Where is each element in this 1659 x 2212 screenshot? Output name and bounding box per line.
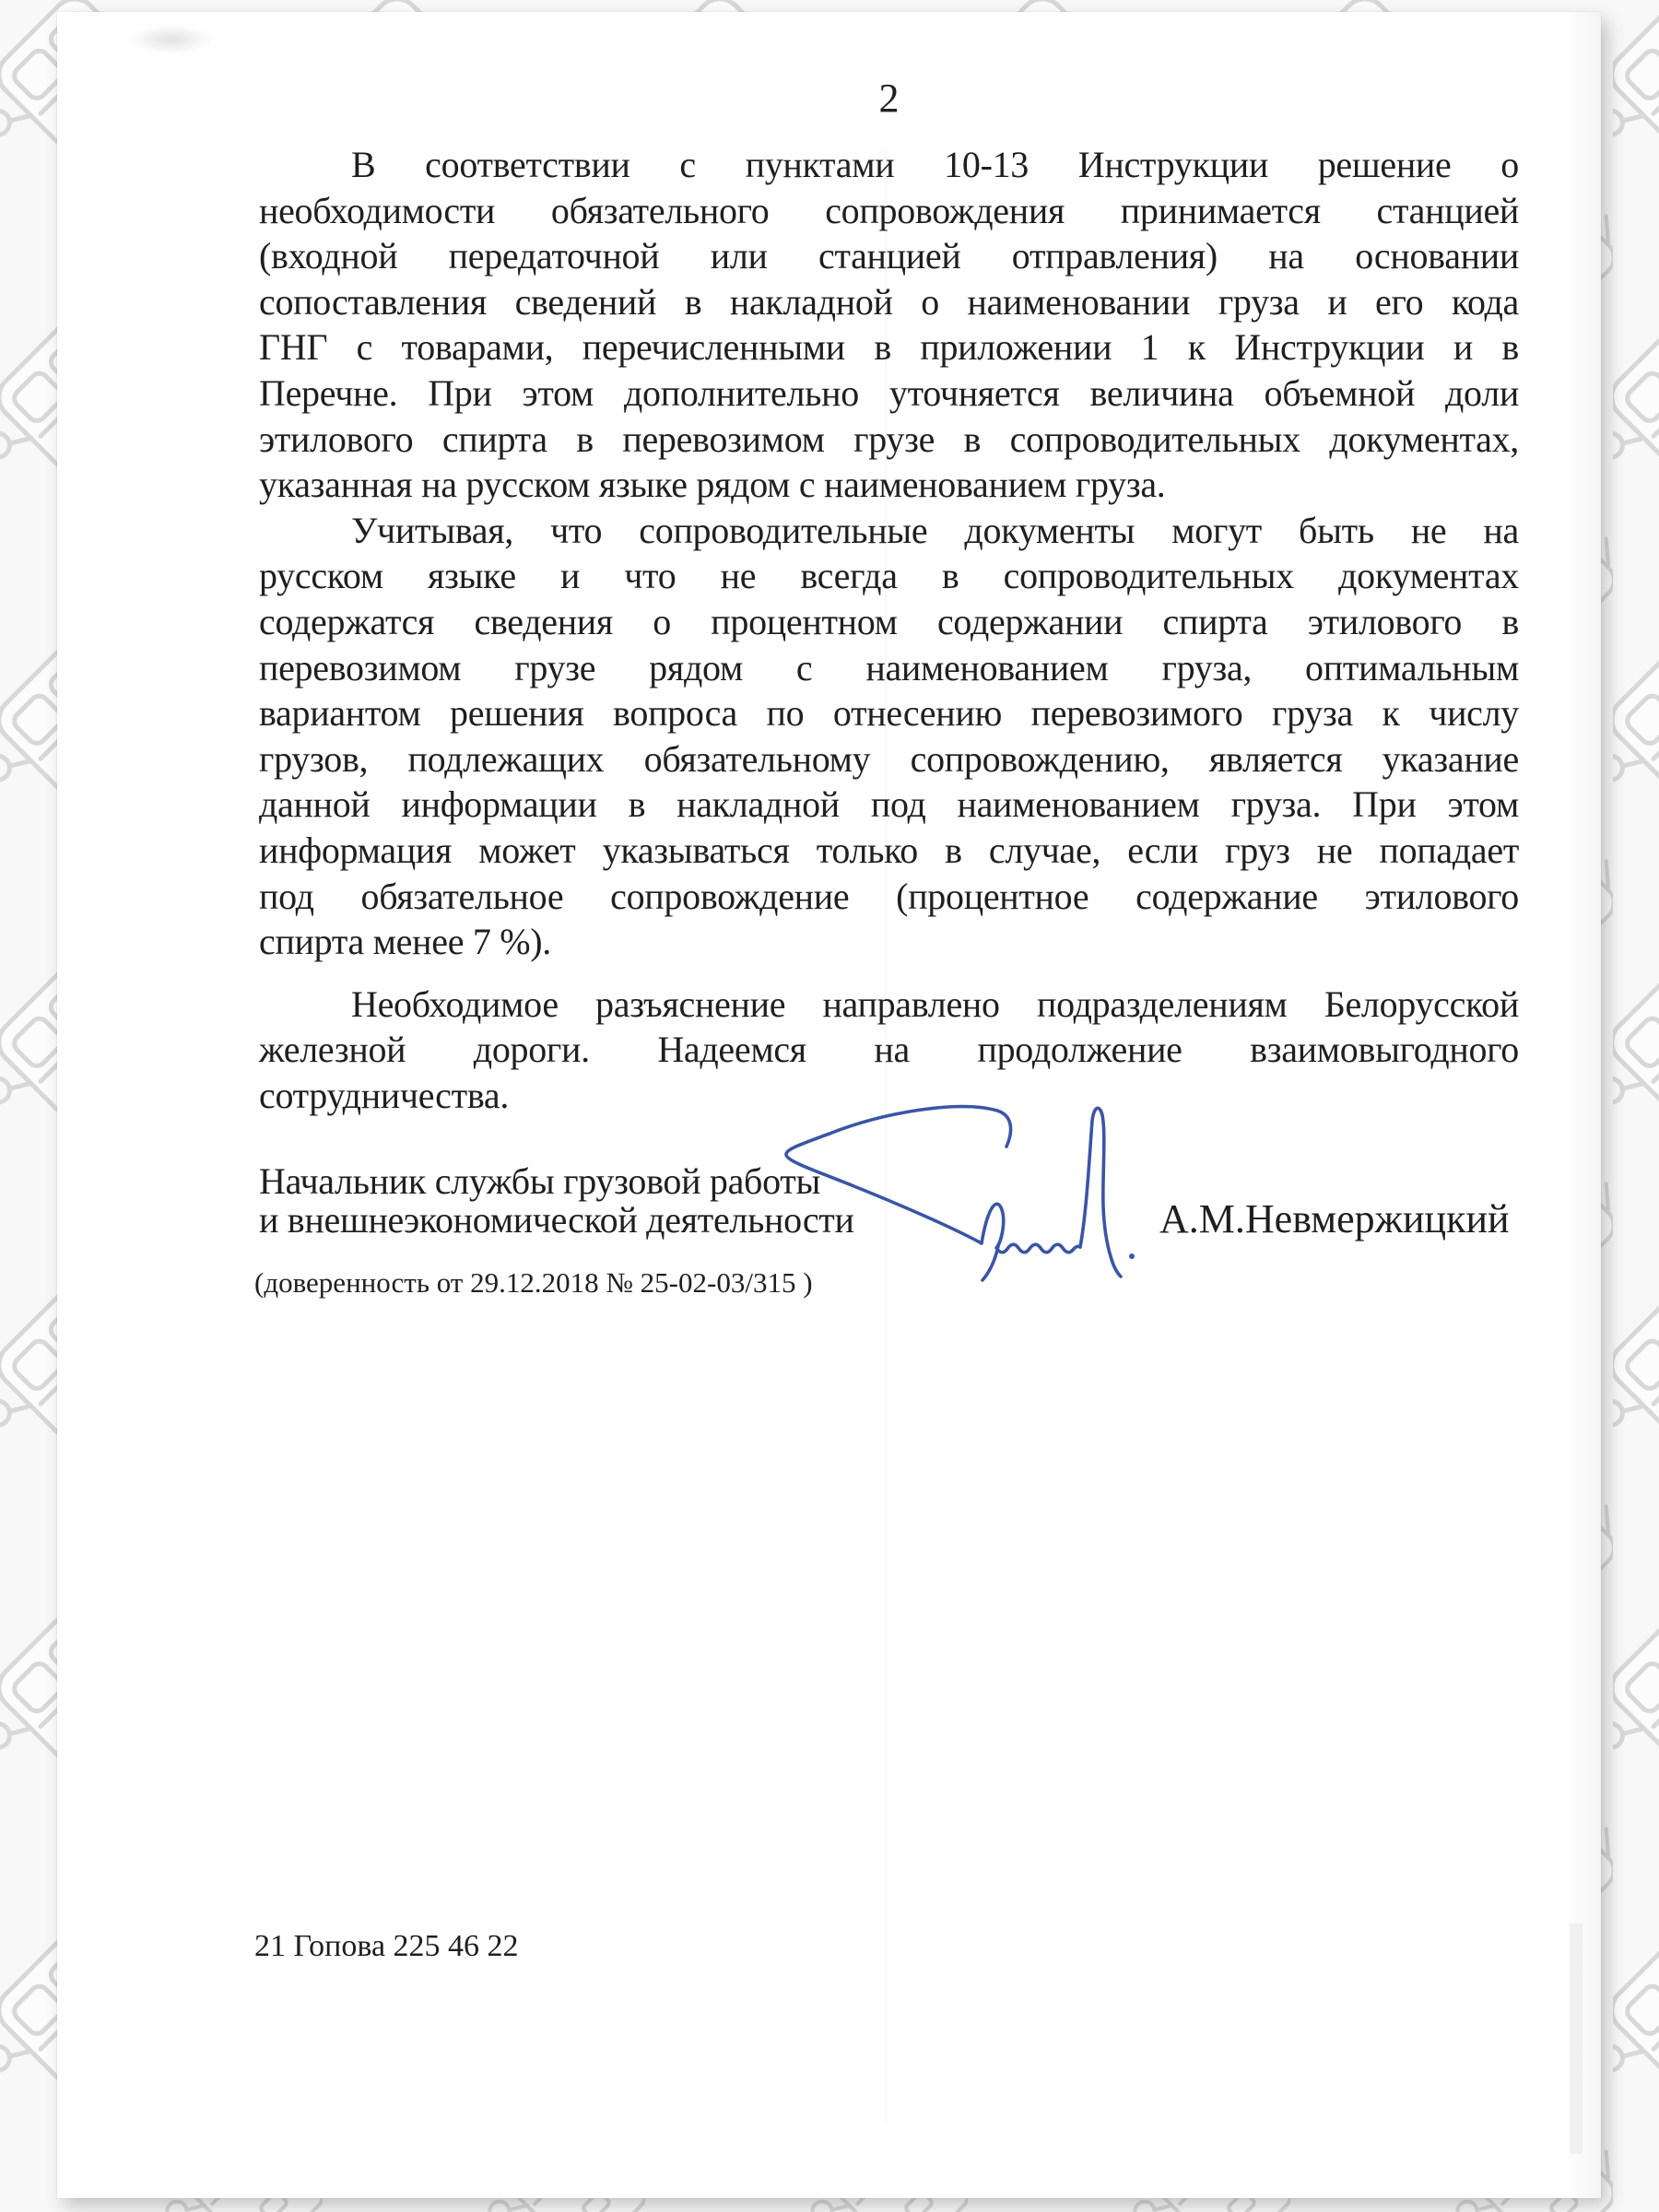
text-line: вариантом решения вопроса по отнесению перевозимого груза к числу: [259, 692, 1519, 735]
paragraph-2: [259, 508, 1519, 965]
executor-note: 21 Гопова 225 46 22: [254, 1929, 519, 1963]
signer-title-line2: и внешнеэкономической деятельности: [259, 1199, 854, 1241]
text-line: данной информации в накладной под наименованием груза. При этом: [259, 783, 1519, 826]
text-line: перевозимом грузе рядом с наименованием груза, оптимальным: [259, 646, 1519, 688]
handwritten-signature: [774, 1088, 1198, 1309]
text-line: Перечне. При этом дополнительно уточняется величина объемной доли: [259, 371, 1519, 414]
text-line: сопоставления сведений в накладной о наименовании груза и его кода: [259, 280, 1519, 323]
text-line: Необходимое разъяснение направлено подразделениям Белорусской: [351, 982, 1519, 1025]
letter-body: [259, 142, 1519, 1118]
page-number: 2: [878, 76, 900, 121]
text-line: железной дороги. Надеемся на продолжение взаимовыгодного: [259, 1029, 1519, 1071]
text-line: В соответствии с пунктами 10-13 Инструкции решение о: [351, 144, 1519, 185]
text-line: (входной передаточной или станцией отправления) на основании: [259, 235, 1519, 277]
text-line: грузов, подлежащих обязательному сопровождению, является указание: [259, 737, 1519, 780]
text-line: этилового спирта в перевозимом грузе в сопроводительных документах,: [259, 418, 1519, 460]
signer-title: [259, 1162, 854, 1240]
text-line: указанная на русском языке рядом с наименованием груза.: [259, 464, 1166, 506]
proxy-note: (доверенность от 29.12.2018 № 25-02-03/315 ): [254, 1266, 813, 1299]
text-line: спирта менее 7 %).: [259, 921, 551, 963]
document-page: [57, 12, 1601, 2198]
text-line: под обязательное сопровождение (процентное содержание этилового: [259, 875, 1519, 917]
scan-smudge: [129, 26, 214, 53]
text-line: информация может указываться только в случае, если груз не попадает: [259, 829, 1519, 871]
paragraph-1: [259, 142, 1519, 508]
scan-artifact: [1570, 1924, 1583, 2154]
text-line: русском языке и что не всегда в сопроводительных документах: [259, 555, 1519, 597]
text-line: Учитывая, что сопроводительные документы могут быть не на: [351, 509, 1519, 551]
text-line: ГНГ с товарами, перечисленными в приложении 1 к Инструкции и в: [259, 326, 1519, 369]
signer-title-line1: Начальник службы грузовой работы: [259, 1160, 821, 1202]
text-line: сотрудничества.: [259, 1074, 510, 1116]
signer-name: А.М.Невмержицкий: [1159, 1196, 1510, 1241]
text-line: необходимости обязательного сопровождения принимается станцией: [259, 189, 1519, 231]
text-line: содержатся сведения о процентном содержании спирта этилового в: [259, 600, 1519, 642]
